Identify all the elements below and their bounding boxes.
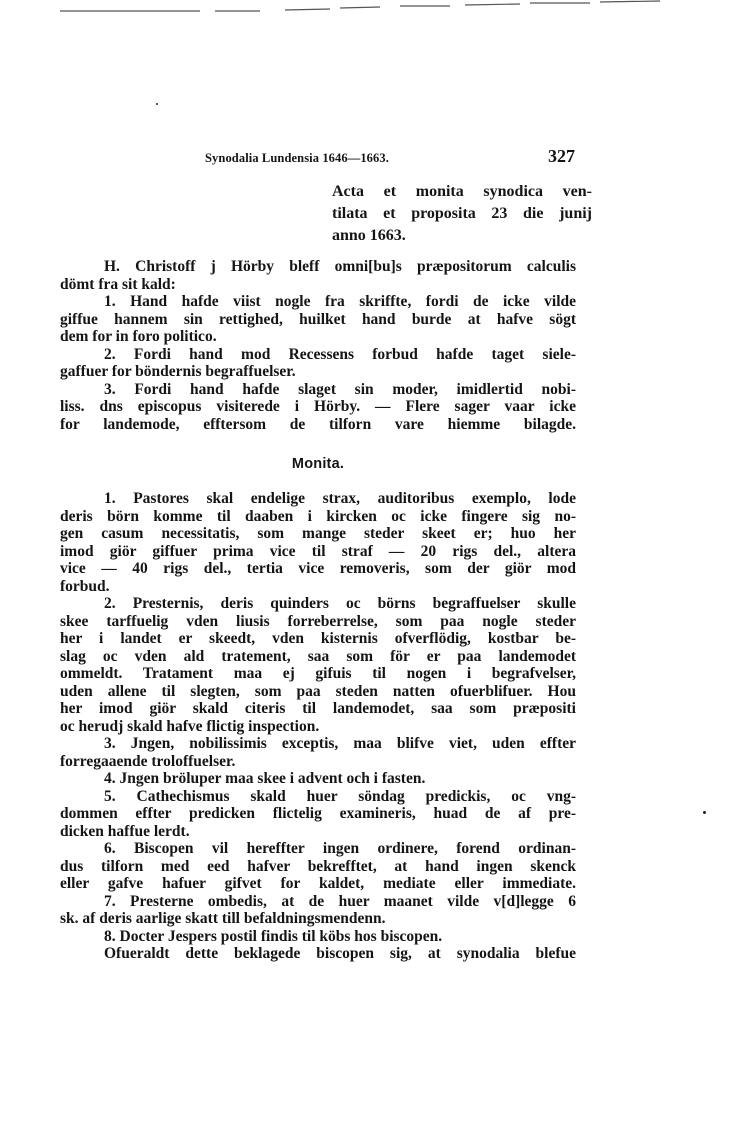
text-line: 1. Pastores skal endelige strax, auditoribus exemplo, lode xyxy=(104,490,576,507)
text-line: imod giör giffuer prima vice til straf — 20 rigs del., altera xyxy=(60,542,576,560)
text-line: her imod giör skald citeris til landemodet, saa som præpositi xyxy=(60,700,576,717)
text-line: vice — 40 rigs del., tertia vice removeris, som der giör mod xyxy=(60,560,576,577)
text-line: gen casum necessitatis, som mange steder skeet er; huo her xyxy=(60,525,576,542)
text-line: liss. dns episcopus visiterede i Hörby. — Flere sager vaar icke xyxy=(60,398,576,415)
text-line: dem for in foro politico. xyxy=(60,328,217,345)
text-line: 6. Biscopen vil hereffter ingen ordinere, forend ordinan- xyxy=(104,840,576,857)
subtitle-line: anno 1663. xyxy=(332,227,406,244)
page-number: 327 xyxy=(548,146,575,166)
running-header xyxy=(205,146,575,169)
text-line: gaffuer for böndernis begraffuelser. xyxy=(60,363,296,380)
scan-speck xyxy=(703,811,706,814)
text-line: for landemode, efftersom de tilforn vare hiemme bilagde. xyxy=(60,415,576,433)
text-line: 4. Jngen bröluper maa skee i advent och i fasten. xyxy=(104,770,426,787)
text-line: deris börn komme til daaben i kircken oc icke fingere sig no- xyxy=(60,507,576,525)
text-line: sk. af deris aarlige skatt till befaldningsmendenn. xyxy=(60,910,386,927)
text-line: slag oc vden ald tratement, saa som för er paa landemodet xyxy=(60,647,576,665)
text-line: forbud. xyxy=(60,577,110,595)
monita-heading: Monita. xyxy=(291,456,345,472)
text-line: ommeldt. Tratament maa ej gifuis til nogen i begrafvelser, xyxy=(60,665,576,682)
text-line: dus tilforn med eed hafver bekrefftet, at hand ingen skenck xyxy=(60,857,576,875)
intro-section xyxy=(60,258,576,433)
text-line: forregaaende troloffuelser. xyxy=(60,752,236,770)
subtitle-line: Acta et monita synodica ven- xyxy=(332,183,592,200)
text-line: oc herudj skald hafve flictig inspection. xyxy=(60,717,320,735)
text-line: dömt fra sit kald: xyxy=(60,275,176,293)
text-line: skee tarffuelig vden liusis forreberrelse, som paa nogle steder xyxy=(60,612,576,630)
text-line: 3. Jngen, nobilissimis exceptis, maa blifve viet, uden effter xyxy=(104,735,576,752)
scan-top-edge xyxy=(0,0,752,14)
text-line: 3. Fordi hand hafde slaget sin moder, imidlertid nobi- xyxy=(104,380,576,398)
running-title: Synodalia Lundensia 1646—1663. xyxy=(205,151,389,165)
text-line: eller gafve hafuer gifvet for kaldet, mediate eller immediate. xyxy=(60,875,576,892)
text-line: H. Christoff j Hörby bleff omni[bu]s præpositorum calculis xyxy=(104,258,576,275)
section-subtitle xyxy=(332,181,592,247)
text-line: uden allene til slegten, som paa steden natten ofuerblifuer. Hou xyxy=(60,682,576,700)
scan-speck xyxy=(156,103,158,105)
text-line: Ofueraldt dette beklagede biscopen sig, at synodalia blefue xyxy=(104,945,576,962)
body-text xyxy=(60,258,576,963)
monita-section xyxy=(60,490,576,963)
text-line: her i landet er skeedt, vden kisternis ofverflödig, kostbar be- xyxy=(60,630,576,647)
text-line: 7. Presterne ombedis, at de huer maanet vilde v[d]legge 6 xyxy=(104,892,576,910)
text-line: 5. Cathechismus skald huer söndag predickis, oc vng- xyxy=(104,787,576,805)
text-line: 2. Presternis, deris quinders oc börns begraffuelser skulle xyxy=(104,595,576,612)
text-line: dicken haffue lerdt. xyxy=(60,822,190,840)
text-line: 8. Docter Jespers postil findis til köbs hos biscopen. xyxy=(104,927,443,945)
text-line: 1. Hand hafde viist nogle fra skriffte, fordi de icke vilde xyxy=(104,293,576,310)
text-line: dommen effter predicken flictelig examineris, huad de af pre- xyxy=(60,805,576,822)
text-line: giffue hannem sin rettighed, huilket hand burde at hafve sögt xyxy=(60,310,576,328)
text-line: 2. Fordi hand mod Recessens forbud hafde taget siele- xyxy=(104,345,576,363)
subtitle-line: tilata et proposita 23 die junij xyxy=(332,205,592,222)
